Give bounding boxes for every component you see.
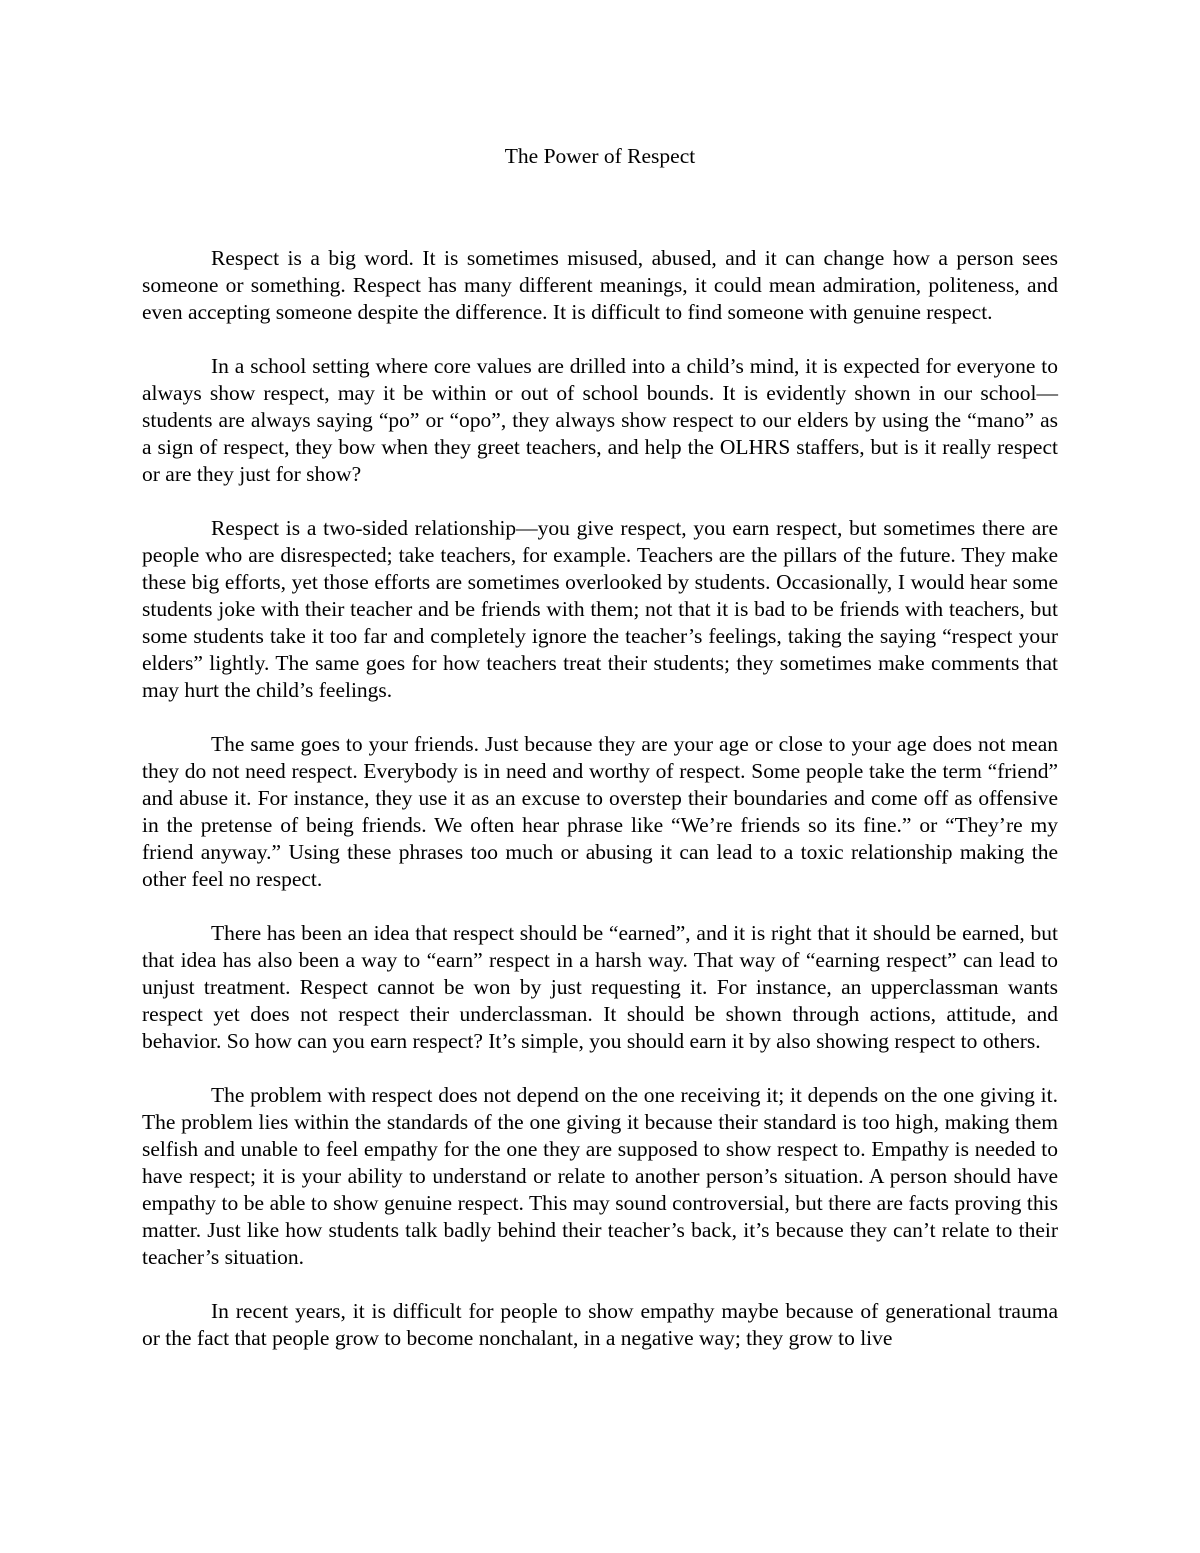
paragraph-6: The problem with respect does not depend on the one receiving it; it depends on the one giving it. The problem lies within the standards of the one giving it because their standard is too high, making them selfish and unable to feel empathy for the one they are supposed to show respect to. Empathy is needed to have respect; it is your ability to understand or relate to another person’s situation. A person should have empathy to be able to show genuine respect. This may sound controversial, but there are facts proving this matter. Just like how students talk badly behind their teacher’s back, it’s because they can’t relate to their teacher’s situation. xyxy=(142,1083,1058,1269)
paragraph-7: In recent years, it is difficult for people to show empathy maybe because of generational trauma or the fact that people grow to become nonchalant, in a negative way; they grow to live xyxy=(142,1299,1058,1350)
paragraph-4: The same goes to your friends. Just because they are your age or close to your age does not mean they do not need respect. Everybody is in need and worthy of respect. Some people take the term “friend” and abuse it. For instance, they use it as an excuse to overstep their boundaries and come off as offensive in the pretense of being friends. We often hear phrase like “We’re friends so its fine.” or “They’re my friend anyway.” Using these phrases too much or abusing it can lead to a toxic relationship making the other feel no respect. xyxy=(142,732,1058,891)
document-title: The Power of Respect xyxy=(504,144,696,168)
paragraph-3: Respect is a two-sided relationship—you give respect, you earn respect, but sometimes there are people who are disrespected; take teachers, for example. Teachers are the pillars of the future. They make these big efforts, yet those efforts are sometimes overlooked by students. Occasionally, I would hear some students joke with their teacher and be friends with them; not that it is bad to be friends with teachers, but some students take it too far and completely ignore the teacher’s feelings, taking the saying “respect your elders” lightly. The same goes for how teachers treat their students; they sometimes make comments that may hurt the child’s feelings. xyxy=(142,516,1058,702)
paragraph-1: Respect is a big word. It is sometimes misused, abused, and it can change how a person sees someone or something. Respect has many different meanings, it could mean admiration, politeness, and even accepting someone despite the difference. It is difficult to find someone with genuine respect. xyxy=(142,246,1058,324)
paragraph-2: In a school setting where core values are drilled into a child’s mind, it is expected for everyone to always show respect, may it be within or out of school bounds. It is evidently shown in our school—students are always saying “po” or “opo”, they always show respect to our elders by using the “mano” as a sign of respect, they bow when they greet teachers, and help the OLHRS staffers, but is it really respect or are they just for show? xyxy=(142,354,1058,486)
document-body xyxy=(142,245,1058,1379)
paragraph-5: There has been an idea that respect should be “earned”, and it is right that it should be earned, but that idea has also been a way to “earn” respect in a harsh way. That way of “earning respect” can lead to unjust treatment. Respect cannot be won by just requesting it. For instance, an upperclassman wants respect yet does not respect their underclassman. It should be shown through actions, attitude, and behavior. So how can you earn respect? It’s simple, you should earn it by also showing respect to others. xyxy=(142,921,1058,1053)
